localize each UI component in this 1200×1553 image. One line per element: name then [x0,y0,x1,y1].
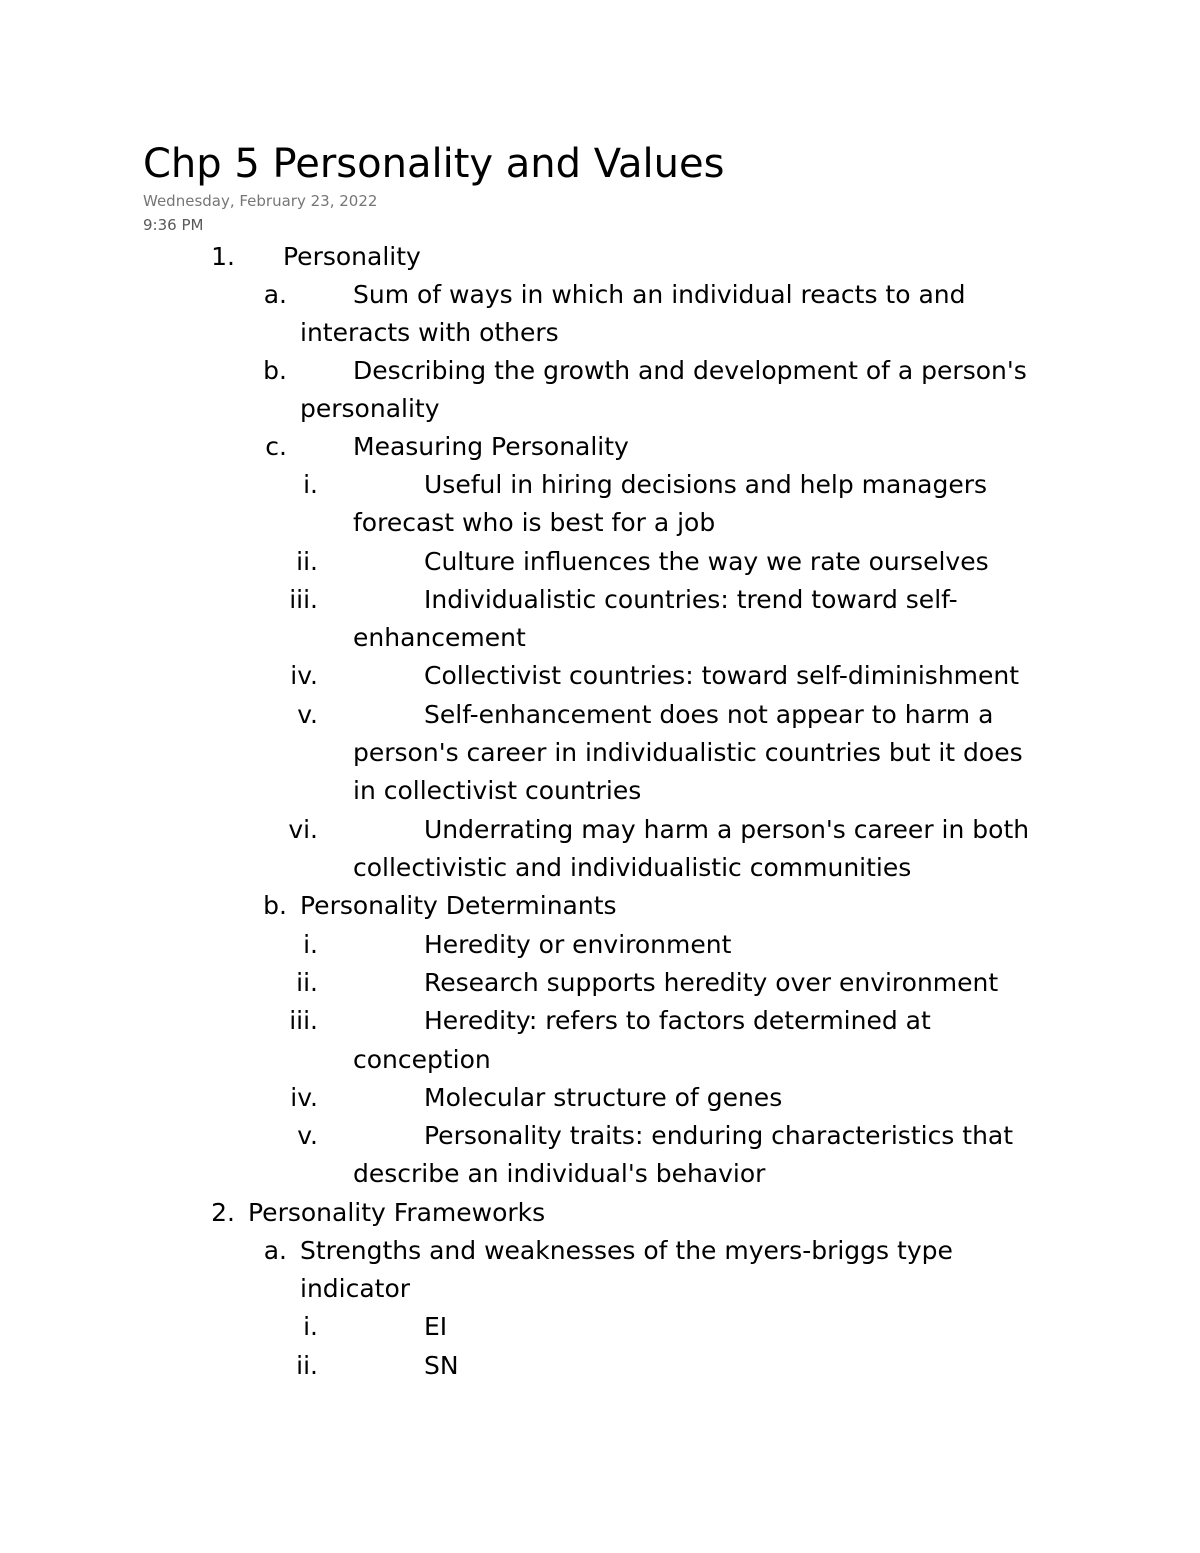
list-item-text: Personality traits: enduring characteristics that [424,1121,1014,1150]
list-marker: i. [303,470,318,499]
list-marker: ii. [296,1351,318,1380]
list-marker: ii. [296,547,318,576]
list-item-text: Personality Determinants [300,891,617,920]
list-marker: v. [297,1121,318,1150]
list-item-text: personality [300,394,440,423]
list-marker: iv. [290,1083,318,1112]
list-item-text: indicator [300,1274,411,1303]
list-item-text: Personality Frameworks [248,1198,546,1227]
list-item-text: Strengths and weaknesses of the myers-briggs type [300,1236,953,1265]
list-marker: a. [263,1236,287,1265]
list-item-text: Measuring Personality [353,432,629,461]
list-marker: b. [263,891,287,920]
list-item-text: Individualistic countries: trend toward self- [424,585,958,614]
note-date: Wednesday, February 23, 2022 [143,192,378,210]
list-item-text: EI [424,1312,448,1341]
list-item-text: enhancement [353,623,526,652]
note-time: 9:36 PM [143,216,204,234]
list-marker: i. [303,930,318,959]
list-marker: ii. [296,968,318,997]
list-item-text: person's career in individualistic countries but it does [353,738,1023,767]
page-title: Chp 5 Personality and Values [143,141,725,187]
list-item-text: describe an individual's behavior [353,1159,766,1188]
list-marker: 2. [211,1198,235,1227]
list-item-text: collectivistic and individualistic communities [353,853,912,882]
list-item-text: forecast who is best for a job [353,508,716,537]
list-item-text: in collectivist countries [353,776,642,805]
list-item-text: Research supports heredity over environment [424,968,999,997]
list-marker: v. [297,700,318,729]
list-marker: b. [263,356,287,385]
list-item-text: SN [424,1351,459,1380]
list-marker: i. [303,1312,318,1341]
list-marker: iv. [290,661,318,690]
list-marker: vi. [288,815,318,844]
list-item-text: Molecular structure of genes [424,1083,783,1112]
list-item-text: Self-enhancement does not appear to harm a [424,700,994,729]
list-item-text: Describing the growth and development of a person's [353,356,1027,385]
list-marker: a. [263,280,287,309]
list-item-text: Culture influences the way we rate ourselves [424,547,989,576]
list-marker: iii. [289,1006,318,1035]
list-item-text: Useful in hiring decisions and help managers [424,470,988,499]
list-item-text: Personality [283,242,421,271]
list-item-text: Underrating may harm a person's career in both [424,815,1030,844]
list-marker: 1. [211,242,235,271]
list-marker: iii. [289,585,318,614]
list-item-text: Sum of ways in which an individual reacts to and [353,280,966,309]
list-marker: c. [265,432,287,461]
list-item-text: Collectivist countries: toward self-diminishment [424,661,1020,690]
list-item-text: Heredity: refers to factors determined at [424,1006,931,1035]
list-item-text: interacts with others [300,318,559,347]
list-item-text: Heredity or environment [424,930,732,959]
list-item-text: conception [353,1045,491,1074]
